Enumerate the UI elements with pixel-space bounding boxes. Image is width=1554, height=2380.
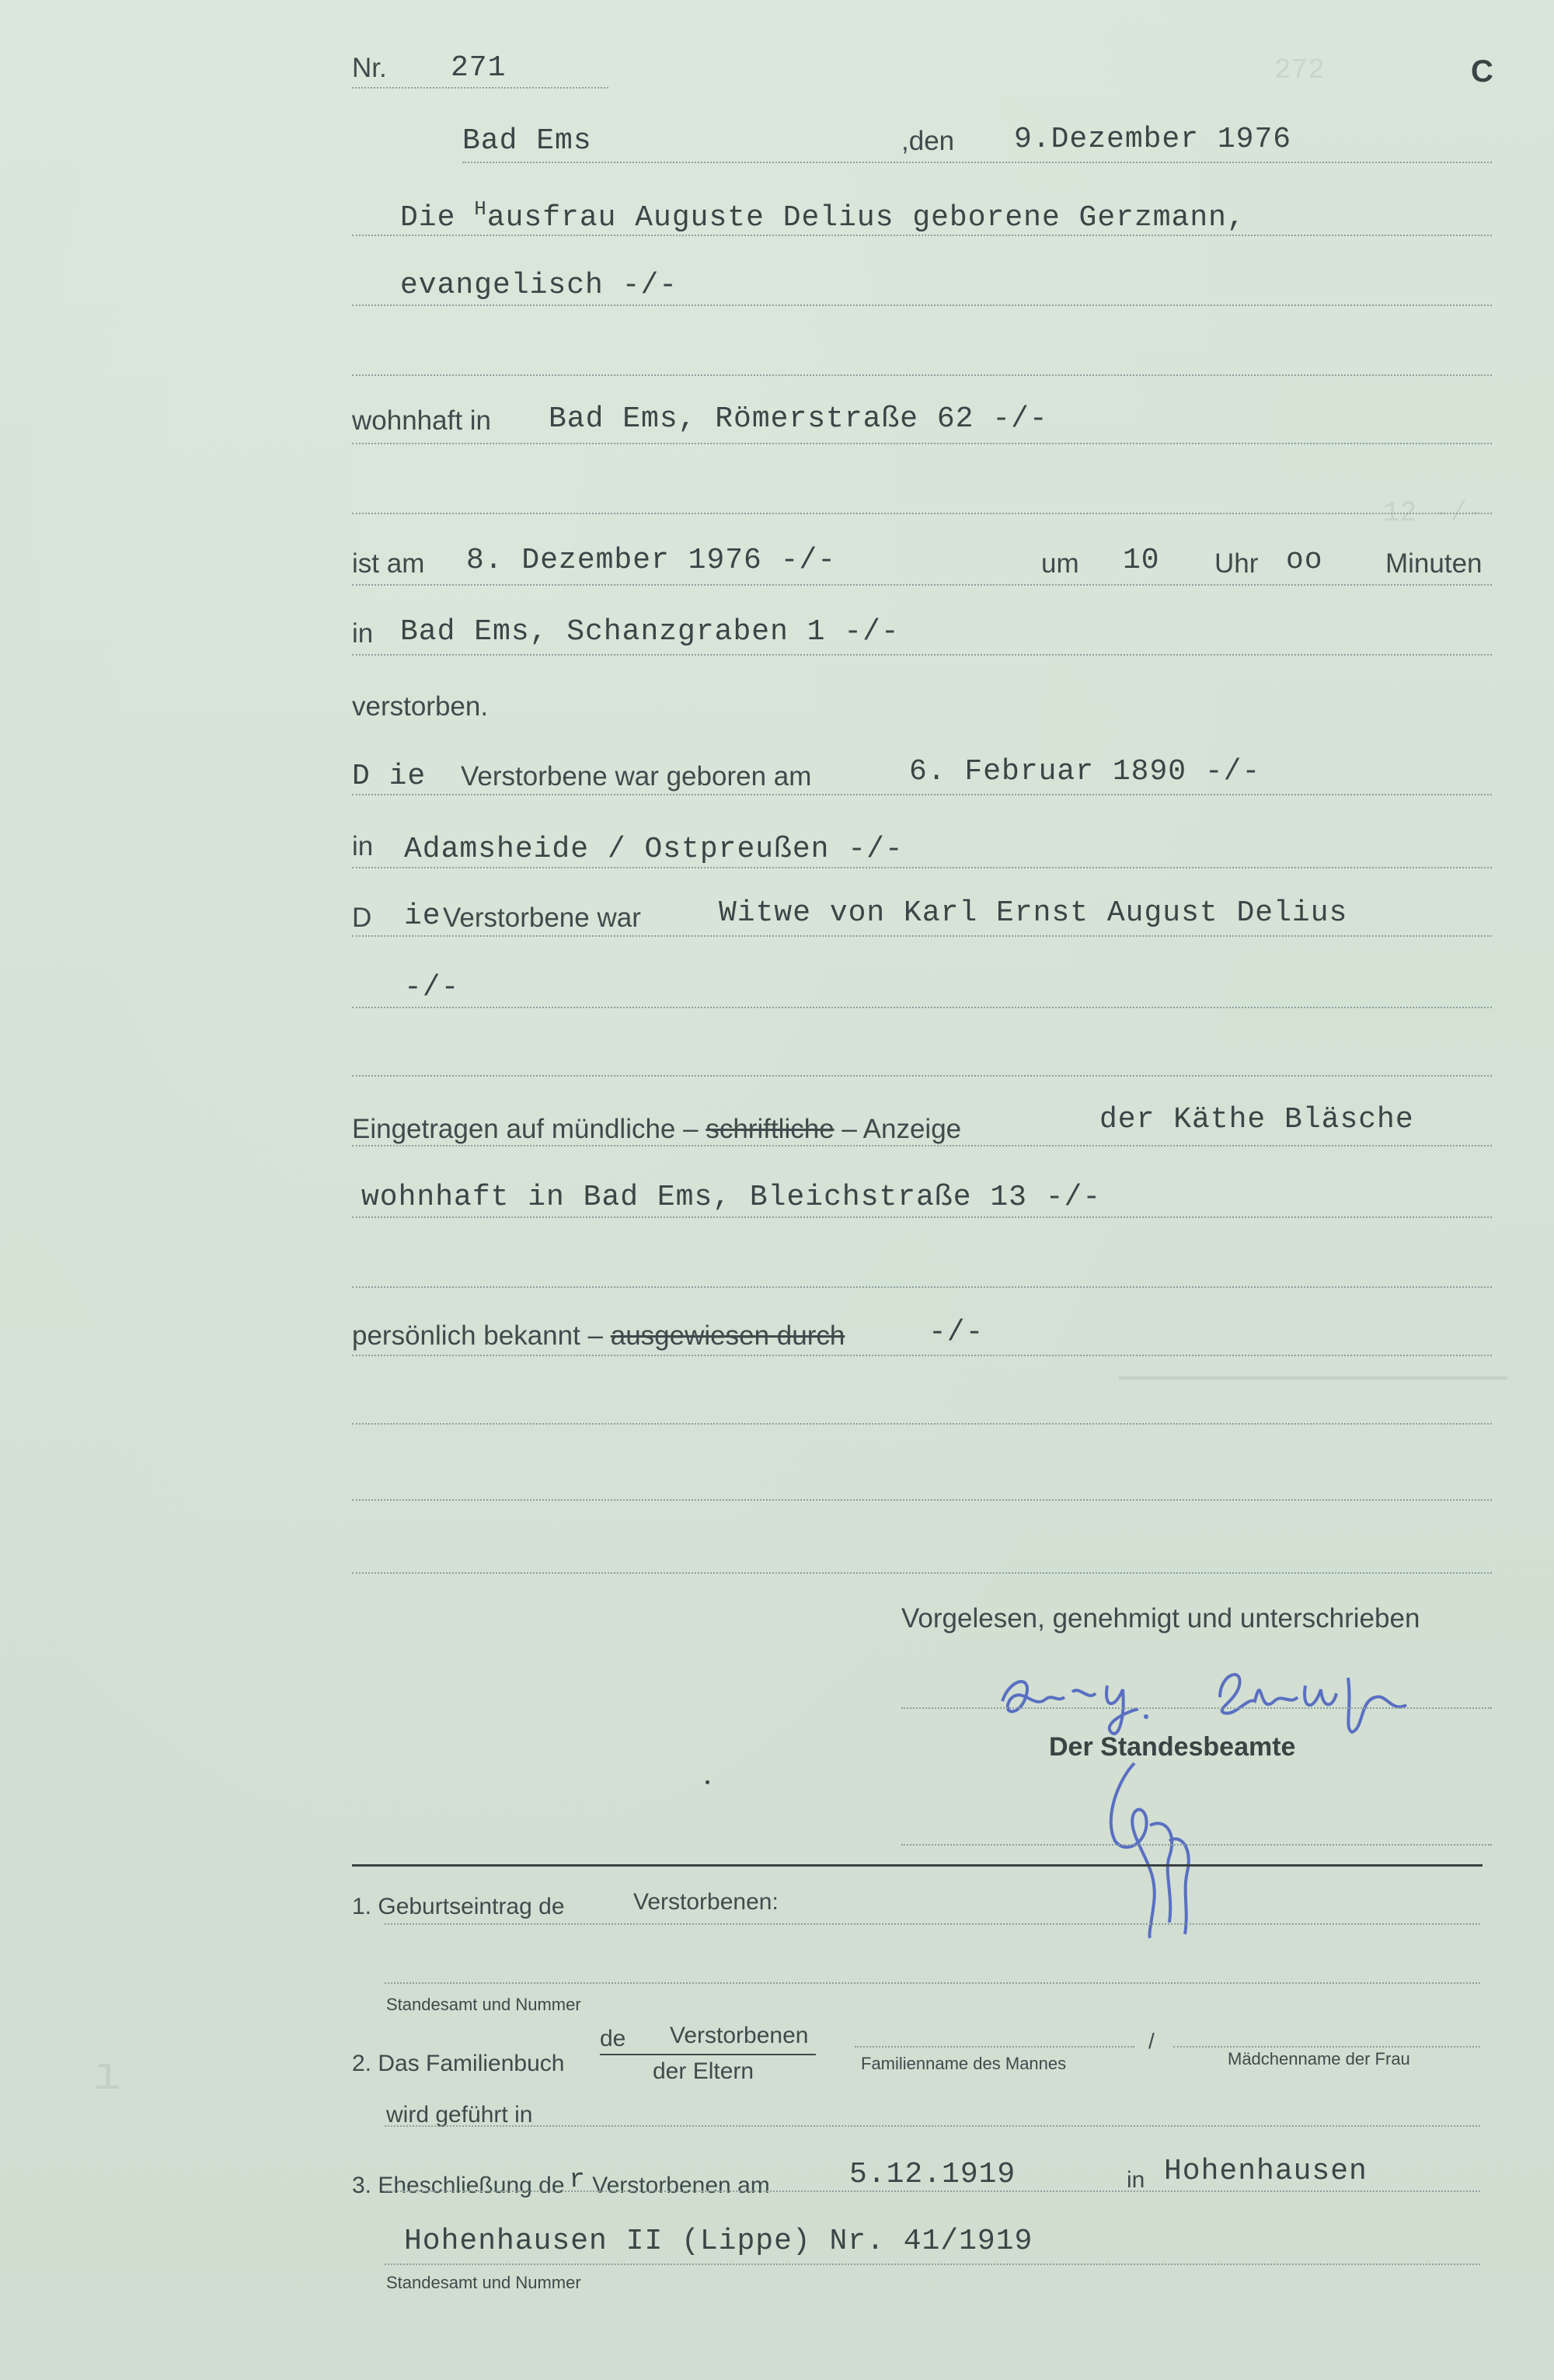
marital-continuation: -/- — [404, 971, 460, 1004]
d-label: D — [352, 903, 372, 933]
reporter-address-line — [352, 1216, 1492, 1218]
entry-number: 271 — [451, 51, 507, 85]
report-line — [352, 1145, 1492, 1147]
blank-line — [352, 513, 1492, 514]
item2-de: de — [600, 2026, 626, 2051]
item2-label: 2. Das Familienbuch — [352, 2051, 565, 2076]
blank-line — [352, 1572, 1492, 1574]
marital-label: Verstorbene war — [443, 903, 641, 933]
reporter-signature-line — [901, 1707, 1492, 1709]
death-time-line — [352, 584, 1492, 586]
bleed-through-marks — [1119, 1367, 1507, 1380]
item2-option-parents: der Eltern — [653, 2058, 754, 2084]
item2-option-deceased: Verstorbenen — [670, 2023, 809, 2048]
residence-address: Bad Ems, Römerstraße 62 -/- — [549, 402, 1048, 436]
item2-kept-label: wird geführt in — [386, 2102, 533, 2128]
deceased-name: Die $^H$ausfrau Auguste Delius geborene Gerzmann, — [400, 197, 1246, 235]
item2-woman-line — [1173, 2046, 1480, 2048]
birth-in-label: in — [352, 831, 374, 861]
death-place-line — [352, 654, 1492, 656]
birth-date-line — [352, 794, 1492, 795]
residence-label: wohnhaft in — [352, 405, 492, 436]
identity-label: persönlich bekannt – ausgewiesen durch — [352, 1320, 845, 1351]
in-label: in — [352, 618, 374, 649]
item2-man-line — [855, 2046, 1134, 2048]
item1-label: 1. Geburtseintrag de — [352, 1894, 565, 1919]
marital-line-2 — [352, 1007, 1492, 1008]
born-label: Verstorbene war geboren am — [461, 761, 812, 792]
die-typed: D ie — [352, 760, 427, 793]
marriage-place: Hohenhausen — [1164, 2155, 1368, 2188]
official-signature-line — [901, 1844, 1492, 1846]
blank-line — [352, 1499, 1492, 1501]
religion: evangelisch -/- — [400, 269, 678, 302]
official-label: Der Standesbeamte — [1049, 1732, 1296, 1762]
item3-label: 3. Eheschließung de r Verstorbenen am — [352, 2166, 770, 2198]
reporter-name: der Käthe Bläsche — [1099, 1103, 1414, 1136]
separator-dot — [706, 1780, 709, 1784]
item3-line-2 — [385, 2263, 1480, 2265]
record-date: 9.Dezember 1976 — [1014, 123, 1292, 156]
marital-line — [352, 935, 1492, 937]
death-place: Bad Ems, Schanzgraben 1 -/- — [400, 615, 900, 649]
birth-place: Adamsheide / Ostpreußen -/- — [404, 833, 904, 866]
marriage-registry: Hohenhausen II (Lippe) Nr. 41/1919 — [404, 2225, 1033, 2258]
reporter-address: wohnhaft in Bad Ems, Bleichstraße 13 -/- — [361, 1181, 1102, 1214]
um-label: um — [1041, 548, 1079, 579]
item2-caption-woman: Mädchenname der Frau — [1228, 2049, 1410, 2069]
identity-value: -/- — [929, 1316, 984, 1349]
uhr-label: Uhr — [1214, 548, 1259, 579]
blank-line — [352, 1075, 1492, 1077]
item3-line-1 — [385, 2190, 1480, 2192]
footer-separator — [352, 1864, 1483, 1867]
item2-kept-line — [385, 2125, 1480, 2127]
birth-date: 6. Februar 1890 -/- — [909, 755, 1261, 788]
closing-text: Vorgelesen, genehmigt und unterschrieben — [901, 1603, 1420, 1634]
bleed-through-marks: 272 — [1274, 54, 1325, 86]
item2-option-divider — [600, 2054, 816, 2055]
residence-line — [352, 443, 1492, 444]
blank-line — [352, 1286, 1492, 1288]
den-label: ,den — [901, 126, 955, 156]
item1-caption: Standesamt und Nummer — [386, 1995, 581, 2014]
item3-in-label: in — [1127, 2167, 1145, 2193]
nr-line — [352, 87, 608, 89]
bleed-through-marks: ı — [93, 2051, 122, 2103]
corner-letter: C — [1471, 54, 1493, 89]
name-line — [352, 235, 1492, 236]
nr-label: Nr. — [352, 53, 387, 83]
report-label: Eingetragen auf mündliche – schriftliche – Anzeige — [352, 1114, 962, 1144]
blank-line — [352, 374, 1492, 376]
minuten-label: Minuten — [1385, 548, 1483, 579]
birth-place-line — [352, 867, 1492, 868]
item1-line-1 — [385, 1923, 1480, 1925]
official-signature — [1072, 1755, 1212, 1942]
verstorben-label: verstorben. — [352, 691, 489, 722]
marital-status: Witwe von Karl Ernst August Delius — [719, 896, 1348, 930]
date-line — [462, 162, 1492, 163]
item2-slash: / — [1148, 2029, 1155, 2053]
death-minutes: oo — [1286, 544, 1323, 577]
religion-line — [352, 304, 1492, 306]
ie-typed: ie — [404, 899, 441, 933]
bleed-through-marks: 12 -/- — [1383, 497, 1484, 529]
ist-am-label: ist am — [352, 548, 425, 579]
place-of-record: Bad Ems — [462, 124, 592, 158]
marriage-date: 5.12.1919 — [849, 2158, 1016, 2191]
identity-line — [352, 1355, 1492, 1356]
item2-caption-man: Familienname des Mannes — [861, 2054, 1067, 2073]
item3-caption: Standesamt und Nummer — [386, 2273, 581, 2292]
blank-line — [352, 1423, 1492, 1425]
item1-line-2 — [385, 1982, 1480, 1984]
item1-value: Verstorbenen: — [633, 1889, 779, 1915]
death-hour: 10 — [1123, 544, 1160, 577]
death-date: 8. Dezember 1976 -/- — [466, 544, 837, 577]
